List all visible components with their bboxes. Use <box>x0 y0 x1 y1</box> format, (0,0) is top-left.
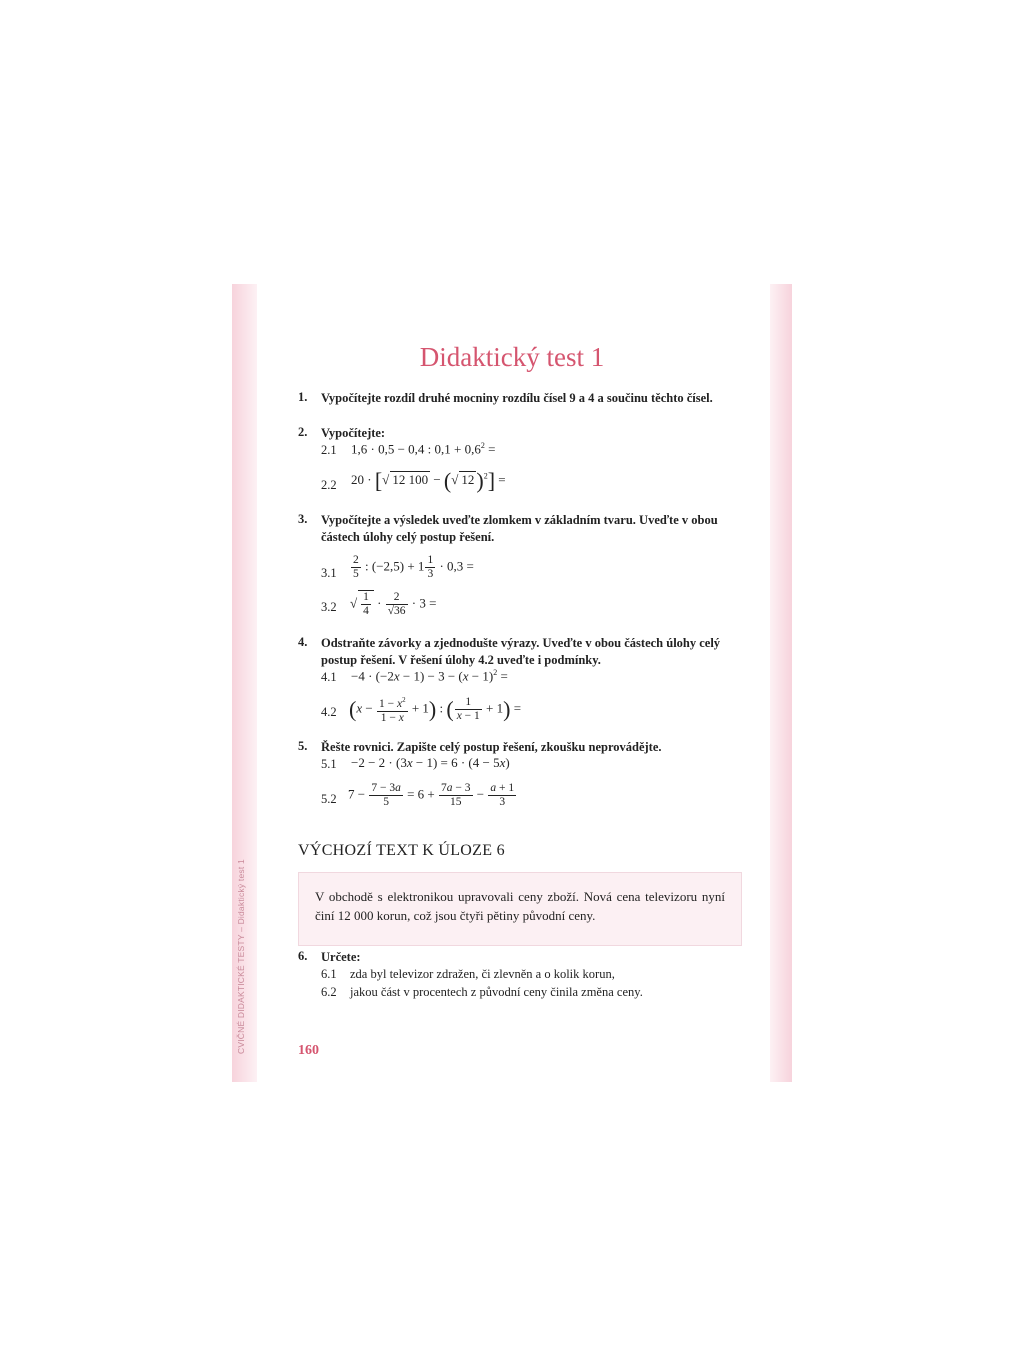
q3-number: 3. <box>298 512 308 526</box>
q3-text: Vypočítejte a výsledek uveďte zlomkem v základním tvaru. Uveďte v obou částech úlohy celý postup řešení. <box>321 513 718 544</box>
q2-number: 2. <box>298 425 308 439</box>
q2-1-expression: 1,6 · 0,5 − 0,4 : $0,1 + 0,6^2$ = <box>351 441 496 457</box>
page-title: Didaktický test 1 <box>419 342 605 372</box>
book-page <box>232 284 792 1082</box>
q5-number: 5. <box>298 739 308 753</box>
right-margin-strip <box>770 284 792 1082</box>
q4-number: 4. <box>298 635 308 649</box>
q4-1-label: 4.1 <box>321 670 337 684</box>
q1-text: Vypočítejte rozdíl druhé mocniny rozdílu čísel 9 a 4 a součinu těchto čísel. <box>321 391 713 405</box>
q5-1-label: 5.1 <box>321 757 337 771</box>
q6-text: Určete: <box>321 950 361 964</box>
q2-text: Vypočítejte: <box>321 426 386 440</box>
q6-2-text: jakou část v procentech z původní ceny činila změna ceny. <box>350 985 643 999</box>
q5-2-expression: 7 − $\frac{7 - 3a}{5}$ = 6 + $\frac{7a - 3}{15}$ − $\frac{a + 1}{3}$ <box>348 782 515 808</box>
q5-text: Řešte rovnici. Zapište celý postup řešení, zkoušku neprovádějte. <box>321 740 662 754</box>
q4-text: Odstraňte závorky a zjednodušte výrazy. Uveďte v obou částech úlohy celý postup řešení. V řešení úlohy 4.2 uveďte i podmínky. <box>321 636 721 667</box>
section-heading: VÝCHOZÍ TEXT K ÚLOZE 6 <box>298 842 505 859</box>
q5-2-label: 5.2 <box>321 792 337 806</box>
q4-1-expression: $-4 \cdot (-2x - 1) - 3 - (x - 1)^2$ = <box>351 668 508 684</box>
q3-1-label: 3.1 <box>321 566 337 580</box>
q2-2-label: 2.2 <box>321 478 337 492</box>
q4-2-expression: (x − $\frac{1 - x^2}{1 - x}$ + 1) : ( $\frac{1}{x - 1}$ + 1) = <box>349 695 522 724</box>
q2-1-label: 2.1 <box>321 443 337 457</box>
q4-2-label: 4.2 <box>321 705 337 719</box>
q3-2-expression: √ $\frac{1}{4}$ · $\frac{2}{√36}$ · 3 = <box>350 591 437 617</box>
starting-text: V obchodě s elektronikou upravovali ceny zboží. Nová cena televizoru nyní činí 12 000 korun, což jsou čtyři pětiny původní ceny. <box>315 889 725 923</box>
q6-1-text: zda byl televizor zdražen, či zlevněn a o kolik korun, <box>350 967 615 981</box>
q6-1-label: 6.1 <box>321 967 337 981</box>
q2-2-expression: 20 · [√ 12 100 − (√ 12)$^2$] = <box>351 468 506 493</box>
q3-1-expression: $\frac{2}{5}$ : (−2,5) + 1 $\frac{1}{3}$ · 0,3 = <box>353 554 474 580</box>
page-number: 160 <box>298 1043 319 1058</box>
starting-text-box <box>298 872 742 946</box>
q6-2-label: 6.2 <box>321 985 337 999</box>
q6-number: 6. <box>298 949 308 963</box>
q5-1-expression: −2 − 2 · (3x − 1) = 6 · (4 − 5x) <box>351 755 510 770</box>
side-label: CVIČNÉ DIDAKTICKÉ TESTY – Didaktický test 1 <box>236 859 246 1054</box>
q1-number: 1. <box>298 390 308 404</box>
q3-2-label: 3.2 <box>321 600 337 614</box>
